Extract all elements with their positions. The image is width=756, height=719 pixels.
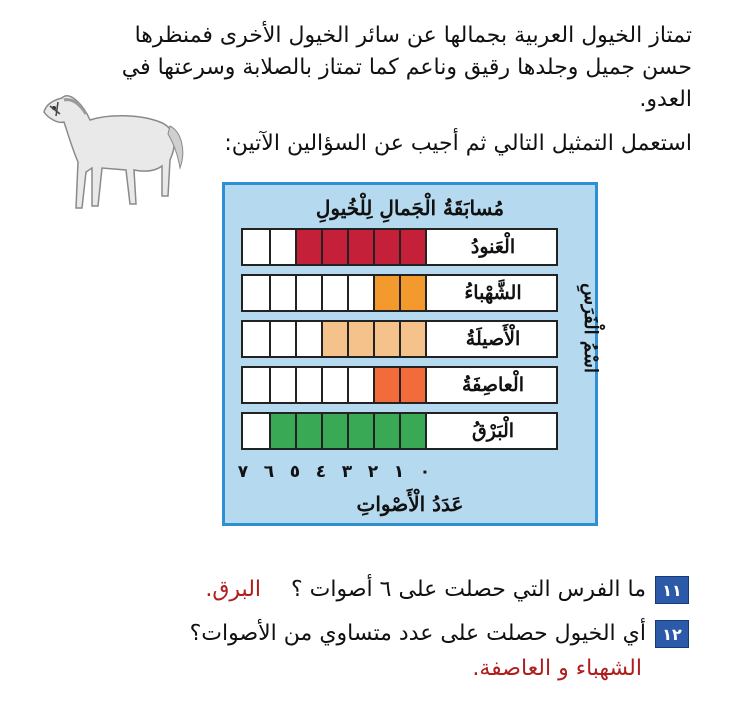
x-tick-label: ٢ [367, 462, 379, 482]
empty-cell [271, 368, 297, 402]
empty-cell [297, 322, 323, 356]
question-11 [205, 575, 646, 605]
bar-cell [297, 414, 323, 448]
bar-cell [375, 322, 401, 356]
x-tick-label: ٧ [237, 462, 249, 482]
empty-cell [349, 368, 375, 402]
empty-cell [245, 322, 271, 356]
empty-cell [245, 414, 271, 448]
instruction-text: استعمل التمثيل التالي ثم أجيب عن السؤالين الآتين: [224, 131, 692, 156]
empty-cell [297, 276, 323, 310]
bar-cell [297, 230, 323, 264]
bar-cell [349, 230, 375, 264]
empty-cell [271, 276, 297, 310]
bar-cell [401, 414, 427, 448]
empty-cell [245, 276, 271, 310]
empty-cell [349, 276, 375, 310]
empty-cell [323, 368, 349, 402]
x-tick-label: ٦ [263, 462, 275, 482]
x-tick-label: ٥ [289, 462, 301, 482]
question-12: أي الخيول حصلت على عدد متساوي من الأصوات؟ [189, 621, 646, 646]
x-axis-label: عَدَدُ الْأَصْواتِ [356, 492, 464, 516]
category-label: الشَّهْباءُ [464, 282, 522, 304]
x-tick-label: ٣ [341, 462, 353, 482]
question-number-badge: ١٢ [655, 620, 689, 648]
empty-cell [271, 230, 297, 264]
answer-text: الشهباء و العاصفة. [472, 656, 642, 681]
empty-cell [297, 368, 323, 402]
bar-cell [349, 322, 375, 356]
x-tick-label: ٠ [419, 462, 431, 482]
bar-cell [401, 230, 427, 264]
y-axis-label: اسْمُ الْفَرَسِ [580, 283, 601, 373]
answer-text: البرق. [205, 577, 262, 602]
category-label: الْعاصِفَةُ [462, 374, 524, 396]
category-label: الْعَنودُ [470, 236, 516, 258]
bar-cell [349, 414, 375, 448]
empty-cell [245, 368, 271, 402]
x-tick-label: ٤ [315, 462, 327, 482]
bar-cell [401, 276, 427, 310]
empty-cell [271, 322, 297, 356]
bar-cell [323, 414, 349, 448]
bar-cell [375, 276, 401, 310]
intro-paragraph: تمتاز الخيول العربية بجمالها عن سائر الخيول الأخرى فمنظرها حسن جميل وجلدها رقيق وناعم كما تمتاز بالصلابة وسرعتها في العدو. [121, 23, 692, 112]
bar-cell [401, 322, 427, 356]
question-text: ما الفرس التي حصلت على ٦ أصوات ؟ [291, 577, 646, 602]
question-number-badge: ١١ [655, 576, 689, 604]
category-label: الْأَصيلَةُ [465, 328, 521, 350]
empty-cell [245, 230, 271, 264]
chart-title: مُسابَقَةُ الْجَمالِ لِلْخُيولِ [315, 196, 505, 220]
bar-cell [323, 230, 349, 264]
bar-cell [401, 368, 427, 402]
category-label: الْبَرْقُ [471, 420, 515, 442]
bar-cell [375, 414, 401, 448]
bar-cell [375, 368, 401, 402]
bar-cell [375, 230, 401, 264]
empty-cell [323, 276, 349, 310]
x-tick-label: ١ [393, 462, 405, 482]
bar-cell [271, 414, 297, 448]
bar-cell [323, 322, 349, 356]
